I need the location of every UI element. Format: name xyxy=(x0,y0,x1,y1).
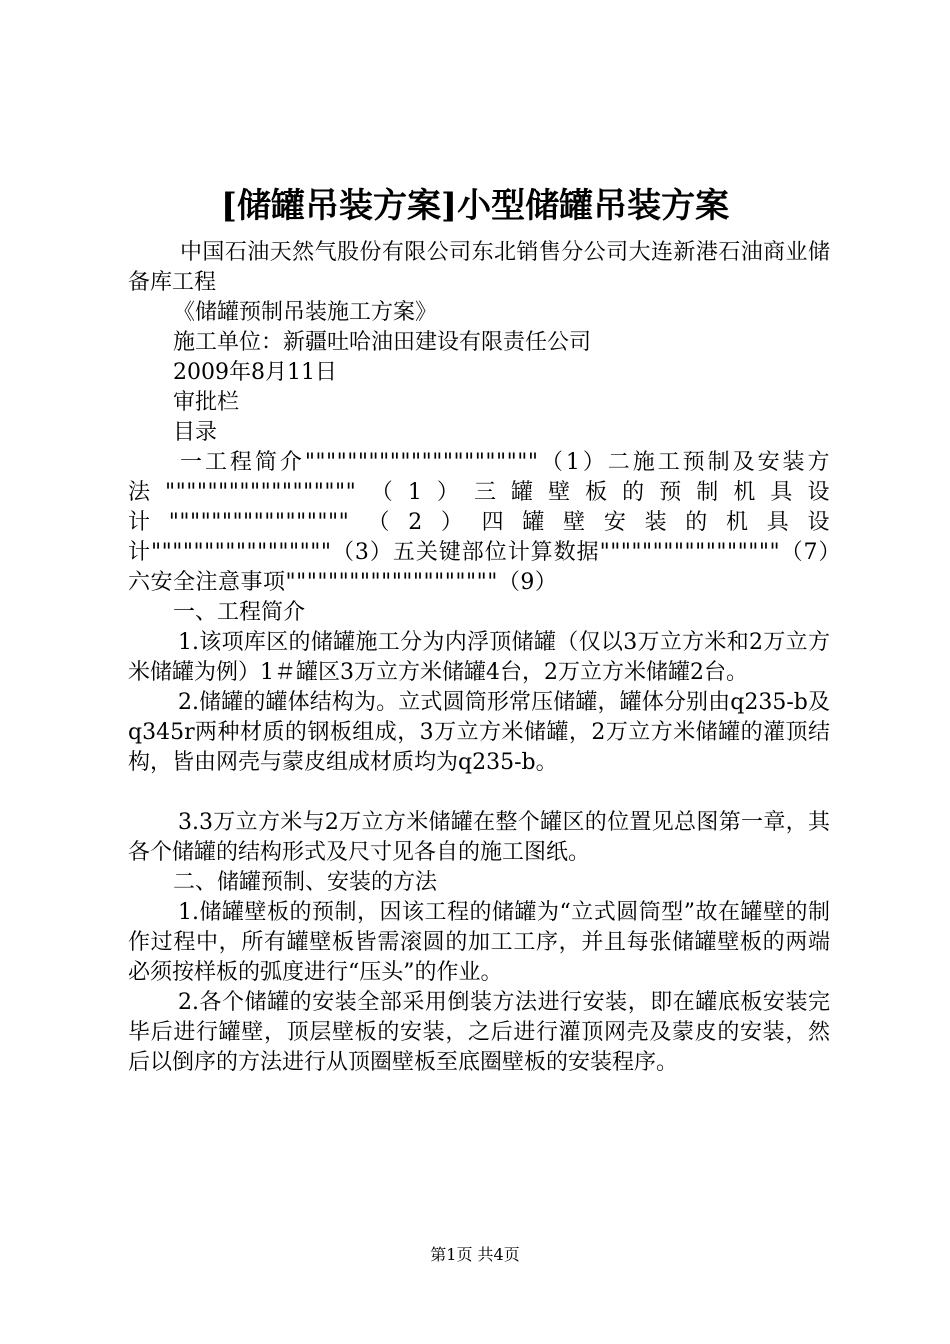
document-title: [储罐吊装方案]小型储罐吊装方案 xyxy=(220,186,730,226)
section-heading-2: 二、储罐预制、安装的方法 xyxy=(173,870,438,895)
approval-column-label: 审批栏 xyxy=(173,390,240,415)
body-paragraph: 2.储罐的罐体结构为。立式圆筒形常压储罐，罐体分别由q235-b及q345r两种材质的钢板组成，3万立方米储罐，2万立方米储罐的灌顶结构，皆由网壳与蒙皮组成材质均为q235-b。 xyxy=(128,690,830,775)
contractor-paragraph: 施工单位：新疆吐哈油田建设有限责任公司 xyxy=(173,330,592,355)
date-paragraph: 2009年8月11日 xyxy=(173,360,337,385)
section-heading-1: 一、工程简介 xyxy=(173,600,306,625)
body-paragraph: 3.3万立方米与2万立方米储罐在整个罐区的位置见总图第一章，其各个储罐的结构形式及尺寸见各自的施工图纸。 xyxy=(128,810,830,865)
body-paragraph: 1.储罐壁板的预制，因该工程的储罐为“立式圆筒型”故在罐壁的制作过程中，所有罐壁板皆需滚圆的加工工序，并且每张储罐壁板的两端必须按样板的弧度进行“压头”的作业。 xyxy=(128,900,830,985)
document-body xyxy=(128,238,830,1078)
body-paragraph: 1.该项库区的储罐施工分为内浮顶储罐（仅以3万立方米和2万立方米储罐为例）1＃罐区3万立方米储罐4台，2万立方米储罐2台。 xyxy=(128,630,830,685)
project-name-paragraph: 中国石油天然气股份有限公司东北销售分公司大连新港石油商业储备库工程 xyxy=(128,240,830,295)
body-paragraph: 2.各个储罐的安装全部采用倒装方法进行安装，即在罐底板安装完毕后进行罐壁，顶层壁板的安装，之后进行灌顶网壳及蒙皮的安装，然后以倒序的方法进行从顶圈壁板至底圈壁板的安装程序。 xyxy=(128,990,830,1075)
plan-name-paragraph: 《储罐预制吊装施工方案》 xyxy=(173,300,438,325)
table-of-contents: 一工程简介""""""""""""""""""""""（1）二施工预制及安装方法""""""""""""""""""（1）三罐壁板的预制机具设计"""""""""""""""""（2）四罐壁安装的机具设计"""""""""""""""""（3）五关键部位计算数据"""""""""""""""""（7）六安全注意事项""""""""""""""""""""（9） xyxy=(128,450,830,595)
page-number-footer: 第1页 共4页 xyxy=(430,1245,520,1264)
contents-heading: 目录 xyxy=(173,420,218,445)
